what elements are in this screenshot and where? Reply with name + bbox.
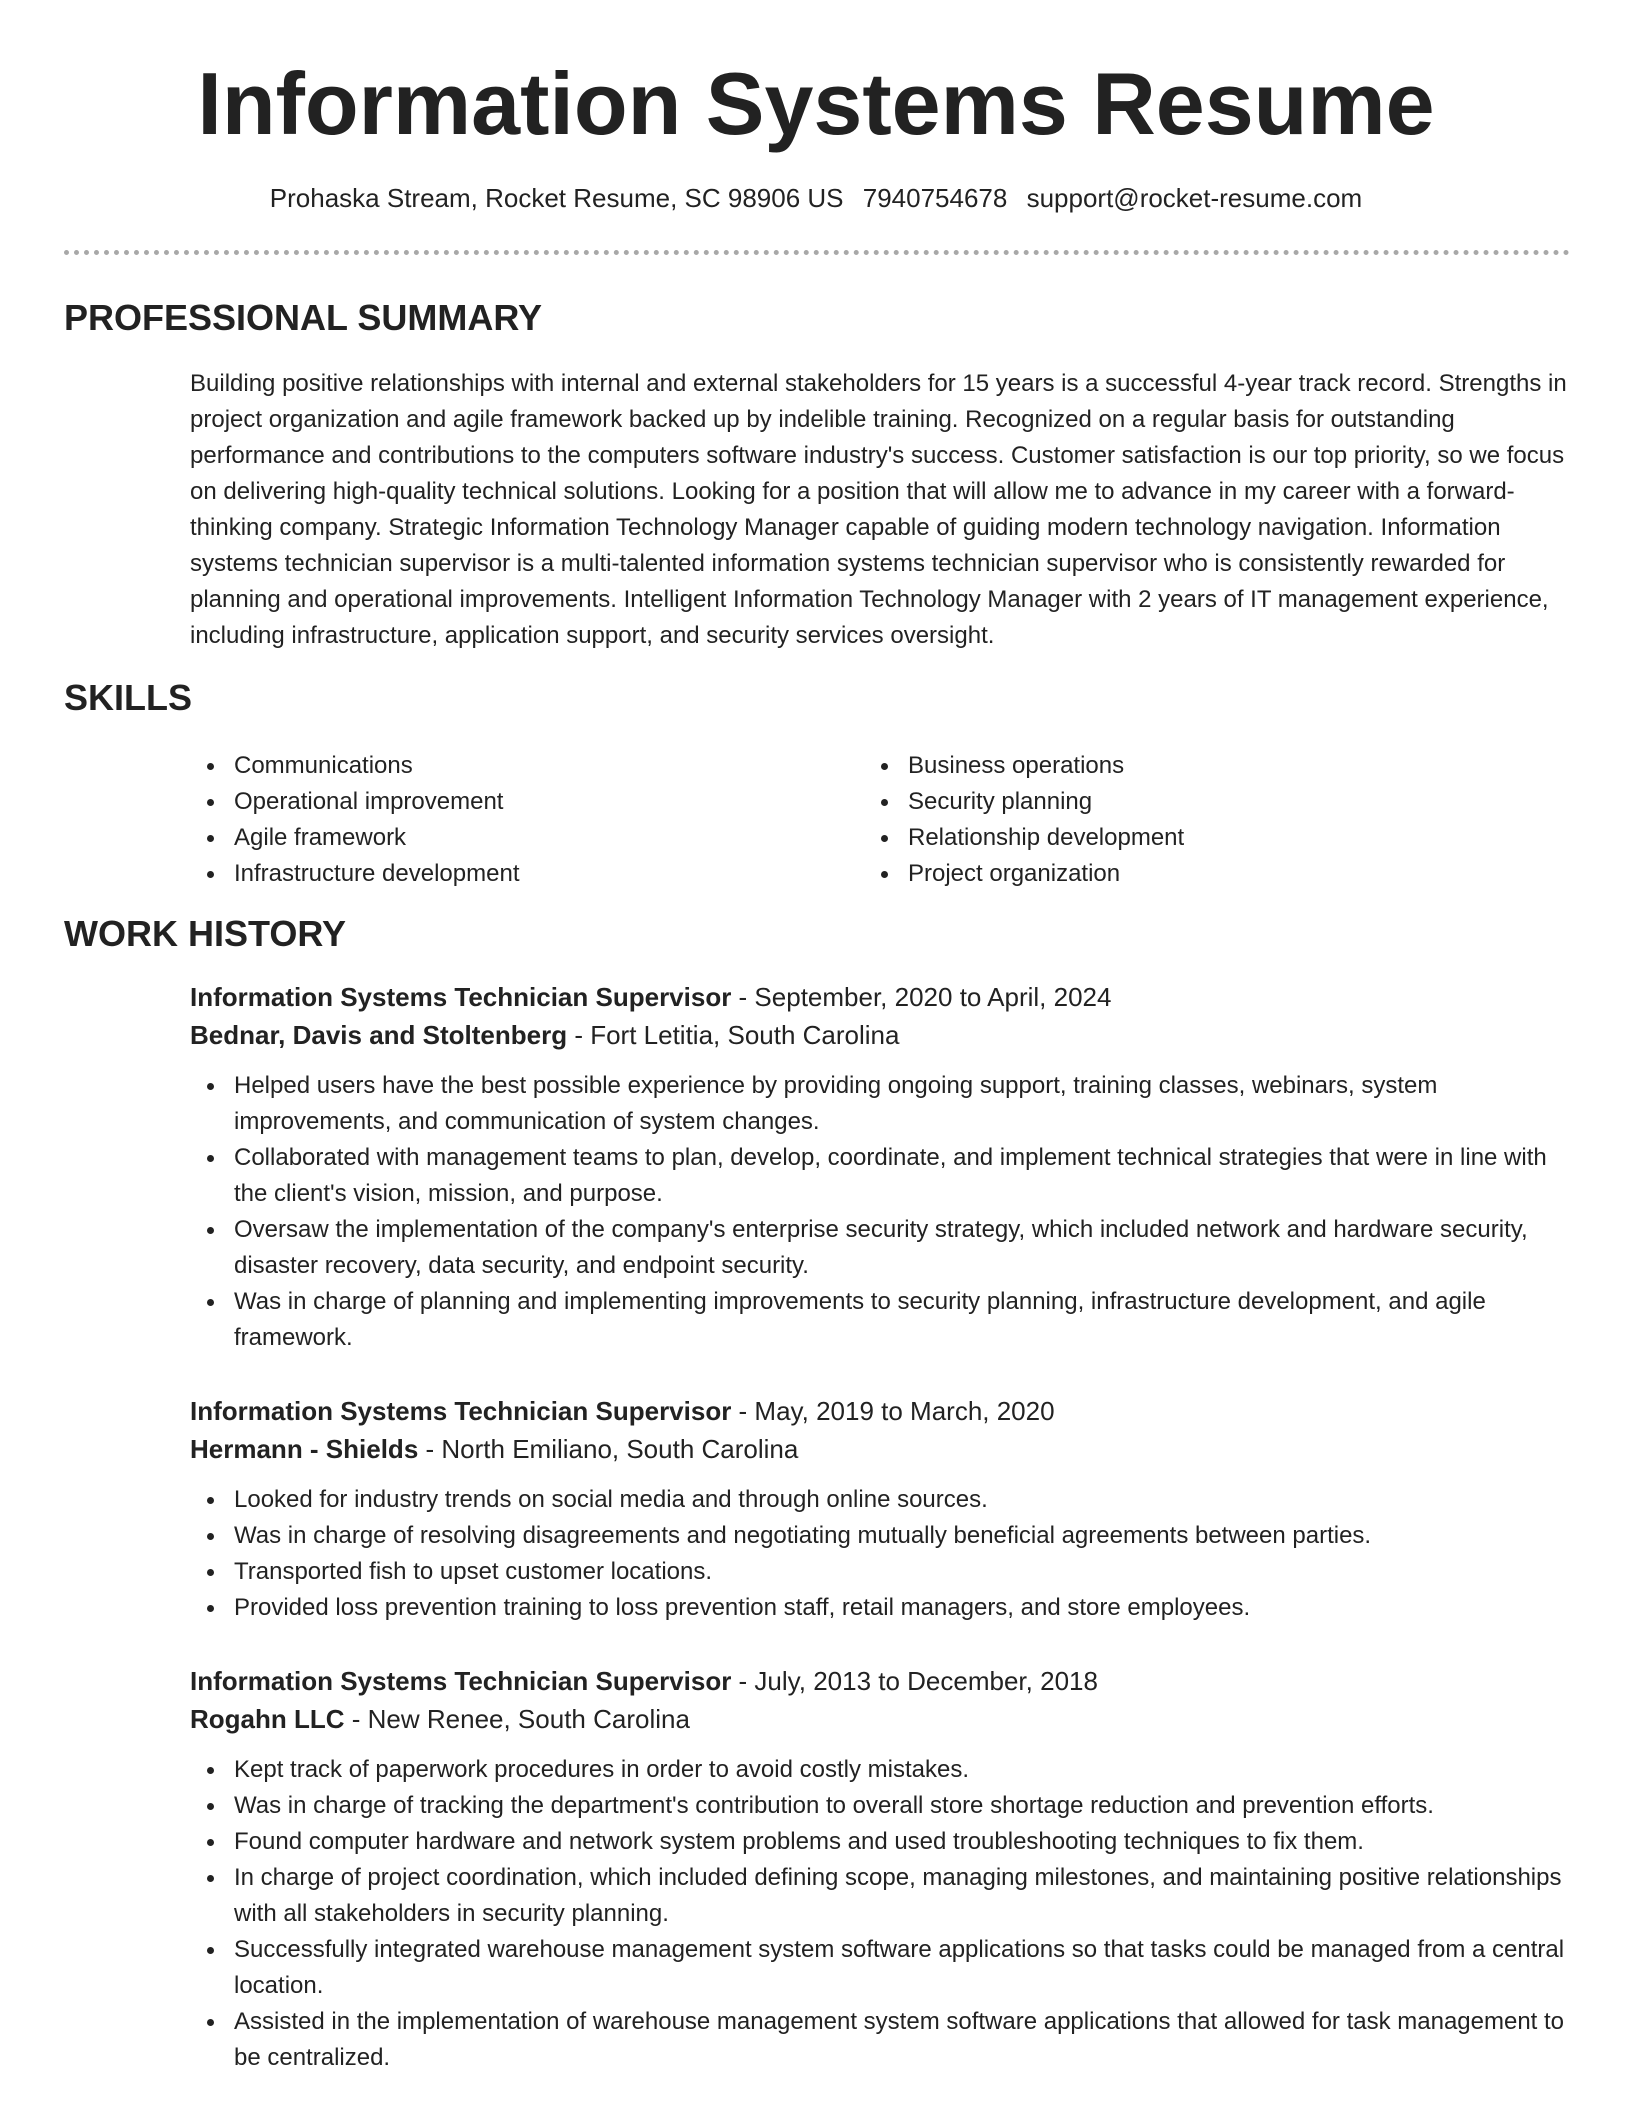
job-title-line — [190, 978, 1570, 1016]
job-location: - North Emiliano, South Carolina — [418, 1434, 799, 1464]
skill-item: Project organization — [864, 856, 1504, 892]
skill-item: Business operations — [864, 748, 1504, 784]
contact-line — [0, 180, 1632, 216]
contact-email: support@rocket-resume.com — [1026, 183, 1363, 213]
job-dates: - July, 2013 to December, 2018 — [731, 1666, 1098, 1696]
job-bullet: Was in charge of resolving disagreements and negotiating mutually beneficial agreements between parties. — [190, 1518, 1570, 1554]
job-bullet: Found computer hardware and network system problems and used troubleshooting techniques to fix them. — [190, 1824, 1570, 1860]
job-bullet: Provided loss prevention training to loss prevention staff, retail managers, and store employees. — [190, 1590, 1570, 1626]
header-divider — [64, 250, 1570, 255]
contact-address: Prohaska Stream, Rocket Resume, SC 98906 US — [269, 183, 844, 213]
job-bullet: Assisted in the implementation of warehouse management system software applications that allowed for task management to be centralized. — [190, 2004, 1570, 2076]
job-bullets — [190, 1752, 1570, 2076]
skill-item: Relationship development — [864, 820, 1504, 856]
job-location: - New Renee, South Carolina — [344, 1704, 690, 1734]
job-role: Information Systems Technician Supervisor — [190, 1396, 732, 1426]
job-bullets — [190, 1482, 1570, 1626]
contact-phone: 7940754678 — [862, 183, 1008, 213]
job-entry — [190, 1392, 1570, 1626]
job-title-line — [190, 1662, 1570, 1700]
resume-title: Information Systems Resume — [197, 54, 1435, 153]
job-company-line — [190, 1430, 1570, 1468]
job-entry — [190, 1662, 1570, 2076]
job-company: Hermann - Shields — [190, 1434, 419, 1464]
job-company: Rogahn LLC — [190, 1704, 345, 1734]
job-bullet: In charge of project coordination, which included defining scope, managing milestones, and maintaining positive relationships with all stakeholders in security planning. — [190, 1860, 1570, 1932]
job-title-line — [190, 1392, 1570, 1430]
work-history-heading: WORK HISTORY — [64, 913, 347, 954]
job-dates: - September, 2020 to April, 2024 — [731, 982, 1112, 1012]
job-bullet: Oversaw the implementation of the company's enterprise security strategy, which included network and hardware security, disaster recovery, data security, and endpoint security. — [190, 1212, 1570, 1284]
skill-item: Operational improvement — [190, 784, 830, 820]
skills-list-left — [190, 748, 830, 892]
job-dates: - May, 2019 to March, 2020 — [731, 1396, 1055, 1426]
skill-item: Communications — [190, 748, 830, 784]
job-bullet: Helped users have the best possible experience by providing ongoing support, training classes, webinars, system improvements, and communication of system changes. — [190, 1068, 1570, 1140]
job-bullet: Successfully integrated warehouse management system software applications so that tasks could be managed from a central location. — [190, 1932, 1570, 2004]
job-company-line — [190, 1016, 1570, 1054]
job-bullets — [190, 1068, 1570, 1356]
job-role: Information Systems Technician Supervisor — [190, 1666, 732, 1696]
skills-list-right — [864, 748, 1504, 892]
skill-item: Infrastructure development — [190, 856, 830, 892]
job-bullet: Looked for industry trends on social media and through online sources. — [190, 1482, 1570, 1518]
job-location: - Fort Letitia, South Carolina — [567, 1020, 900, 1050]
summary-text: Building positive relationships with internal and external stakeholders for 15 years is a successful 4-year track record. Strengths in project organization and agile framework backed up by indelible training. Recognized on a regular basis for outstanding performance and contributions to the computers software industry's success. Customer satisfaction is our top priority, so we focus on delivering high-quality technical solutions. Looking for a position that will allow me to advance in my career with a forward-thinking company. Strategic Information Technology Manager capable of guiding modern technology navigation. Information systems technician supervisor is a multi-talented information systems technician supervisor who is consistently rewarded for planning and operational improvements. Intelligent Information Technology Manager with 2 years of IT management experience, including infrastructure, application support, and security services oversight. — [190, 370, 1567, 649]
skill-item: Agile framework — [190, 820, 830, 856]
job-bullet: Was in charge of tracking the department's contribution to overall store shortage reduction and prevention efforts. — [190, 1788, 1570, 1824]
job-company: Bednar, Davis and Stoltenberg — [190, 1020, 568, 1050]
job-bullet: Transported fish to upset customer locations. — [190, 1554, 1570, 1590]
job-bullet: Was in charge of planning and implementing improvements to security planning, infrastructure development, and agile framework. — [190, 1284, 1570, 1356]
job-role: Information Systems Technician Supervisor — [190, 982, 732, 1012]
job-company-line — [190, 1700, 1570, 1738]
job-bullet: Collaborated with management teams to plan, develop, coordinate, and implement technical strategies that were in line with the client's vision, mission, and purpose. — [190, 1140, 1570, 1212]
summary-heading: PROFESSIONAL SUMMARY — [64, 297, 543, 338]
job-bullet: Kept track of paperwork procedures in order to avoid costly mistakes. — [190, 1752, 1570, 1788]
skills-heading: SKILLS — [64, 677, 193, 718]
skill-item: Security planning — [864, 784, 1504, 820]
job-entry — [190, 978, 1570, 1356]
